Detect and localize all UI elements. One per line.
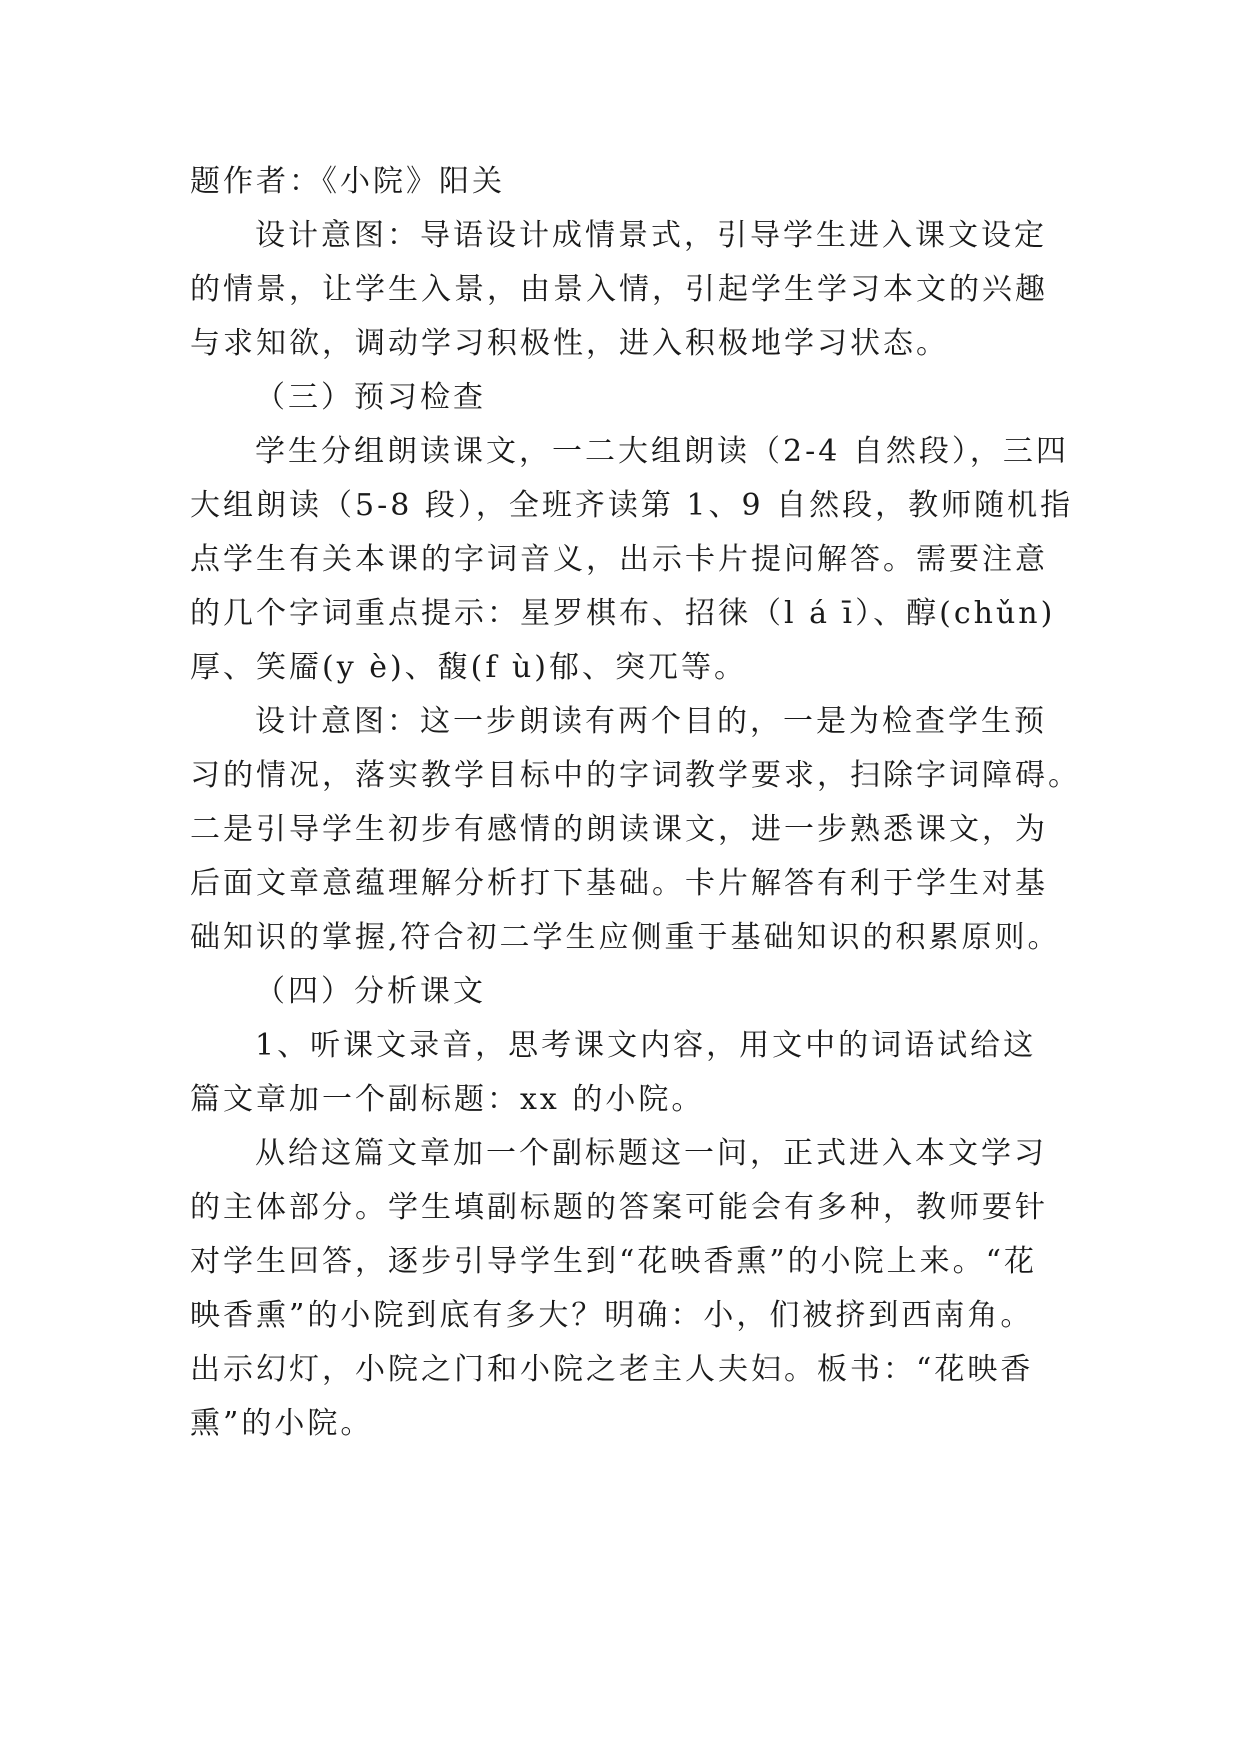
- text-line: 后面文章意蕴理解分析打下基础。卡片解答有利于学生对基: [190, 866, 1048, 901]
- text-line: 学生分组朗读课文，一二大组朗读（2-4 自然段），三四: [255, 434, 1069, 469]
- text-line: 的主体部分。学生填副标题的答案可能会有多种，教师要针: [190, 1190, 1048, 1225]
- text-line: 二是引导学生初步有感情的朗读课文，进一步熟悉课文，为: [190, 812, 1048, 847]
- text-line: 篇文章加一个副标题：xx 的小院。: [190, 1082, 705, 1117]
- section-heading: （四）分析课文: [255, 974, 486, 1009]
- text-line: 映香熏”的小院到底有多大？明确：小，们被挤到西南角。: [190, 1298, 1034, 1333]
- text-line: 础知识的掌握,符合初二学生应侧重于基础知识的积累原则。: [190, 920, 1061, 955]
- text-line: 的情景，让学生入景，由景入情，引起学生学习本文的兴趣: [190, 272, 1048, 307]
- text-line: 的几个字词重点提示：星罗棋布、招徕（l á ī）、醇(chǔn): [190, 596, 1056, 631]
- text-line: 从给这篇文章加一个副标题这一问，正式进入本文学习: [255, 1136, 1047, 1171]
- text-line: 1、听课文录音，思考课文内容，用文中的词语试给这: [255, 1028, 1037, 1063]
- text-line: 出示幻灯，小院之门和小院之老主人夫妇。板书：“花映香: [190, 1352, 1034, 1387]
- text-line: 设计意图：这一步朗读有两个目的，一是为检查学生预: [255, 704, 1047, 739]
- text-line: 厚、笑靥(y è)、馥(f ù)郁、突兀等。: [190, 650, 748, 685]
- text-line: 与求知欲，调动学习积极性，进入积极地学习状态。: [190, 326, 949, 361]
- text-line: 设计意图：导语设计成情景式，引导学生进入课文设定: [255, 218, 1047, 253]
- text-line: 熏”的小院。: [190, 1406, 374, 1441]
- text-line: 对学生回答，逐步引导学生到“花映香熏”的小院上来。“花: [190, 1244, 1038, 1279]
- text-line: 点学生有关本课的字词音义，出示卡片提问解答。需要注意: [190, 542, 1048, 577]
- text-line: 题作者：《小院》阳关: [190, 164, 505, 199]
- text-line: 习的情况，落实教学目标中的字词教学要求，扫除字词障碍。: [190, 758, 1081, 793]
- section-heading: （三）预习检查: [255, 380, 486, 415]
- text-line: 大组朗读（5-8 段），全班齐读第 1、9 自然段，教师随机指: [190, 488, 1074, 523]
